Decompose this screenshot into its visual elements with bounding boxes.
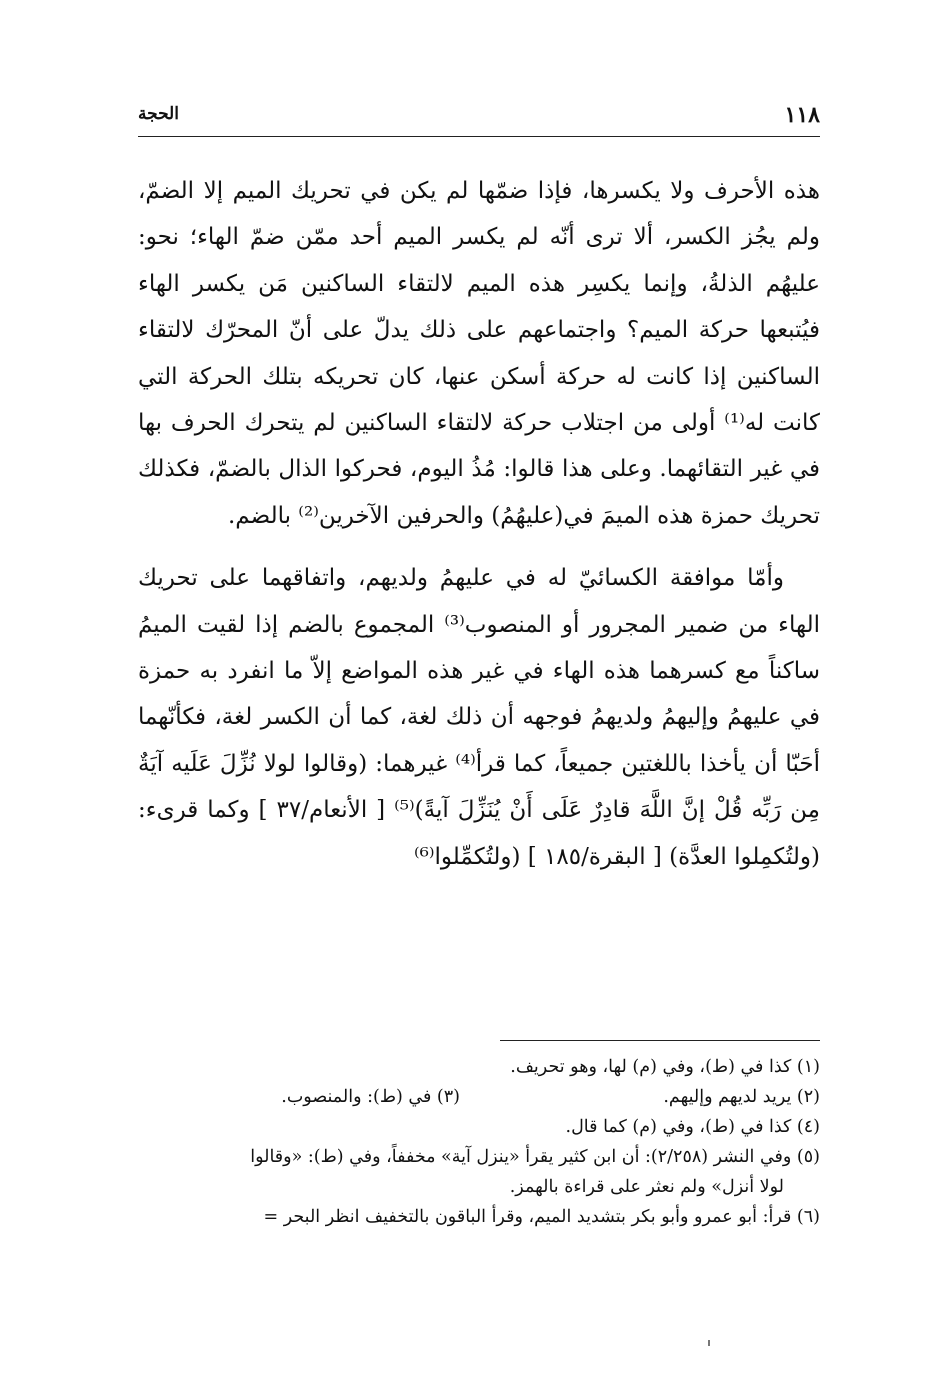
footnotes xyxy=(138,1052,820,1232)
footnote-3: (٣) في (ط): والمنصوب. xyxy=(281,1087,460,1107)
footnote-5-line-1: (٥) وفي النشر (٢/٢٥٨): أن ابن كثير يقرأ «ينزل آية» مخففاً، وفي (ط): «وقالوا xyxy=(250,1147,820,1167)
footnote-1: (١) كذا في (ط)، وفي (م) لها، وهو تحريف. xyxy=(510,1057,820,1077)
footnote-6: (٦) قرأ: أبو عمرو وأبو بكر بتشديد الميم، وقرأ الباقون بالتخفيف انظر البحر = xyxy=(263,1207,820,1227)
footnote-4: (٤) كذا في (ط)، وفي (م) كما قال. xyxy=(565,1117,820,1137)
footnote-5-line-2: لولا أنزل» ولم نعثر على قراءة بالهمز. xyxy=(509,1177,784,1197)
footnote-2: (٢) يريد لديهم وإليهم. xyxy=(663,1087,820,1107)
footnote-row-2-3 xyxy=(138,1082,820,1112)
footnote-divider xyxy=(500,1040,820,1041)
paragraph-2: وأمّا موافقة الكسائيّ له في عليهمُ ولديهم، واتفاقهما على تحريك الهاء من ضمير المجرور أو المنصوب⁽³⁾ المجموع بالضم إذا لقيت الميمُ ساكناً مع كسرهما هذه الهاء في غير هذه المواضع إلاّ ما انفرد به حمزة في عليهمُ وإليهمُ ولديهمُ فوجهه أن ذلك لغة، كما أن الكسر لغة، فكأنّهما أحَبّا أن يأخذا باللغتين جميعاً، كما قرأ⁽⁴⁾ غيرهما: (وقالوا لولا نُزِّلَ عَلَيه آيَةٌ مِن رَبِّه قُلْ إنَّ اللَّهَ قادِرٌ عَلَى أَنْ يُنَزِّلَ آيةً)⁽⁵⁾ [ الأنعام/٣٧ ] وكما قرىء: (ولتُكمِلوا العدَّة) [ البقرة/١٨٥ ] (ولتُكمِّلوا⁽⁶⁾ xyxy=(138,565,820,870)
header-divider xyxy=(138,136,820,137)
main-text xyxy=(138,168,820,880)
running-title: الحجة xyxy=(138,104,179,124)
paragraph-1: هذه الأحرف ولا يكسرها، فإذا ضمّها لم يكن في تحريك الميم إلا الضمّ، ولم يجُز الكسر، ألا ترى أنّه لم يكسر الميم أحد ممّن ضمّ الهاء؛ نحو: عليهُم الذلةُ، وإنما يكسِر هذه الميم لالتقاء الساكنين مَن يكسر الهاء فيُتبعها حركة الميم؟ واجتماعهم على ذلك يدلّ على أنّ المحرّك لالتقاء الساكنين إذا كانت له حركة أسكن عنها، كان تحريكه بتلك الحركة التي كانت له⁽¹⁾ أولى من اجتلاب حركة لالتقاء الساكنين لم يتحرك الحرف بها في غير التقائهما. وعلى هذا قالوا: مُذُ اليوم، فحركوا الذال بالضمّ، فكذلك تحريك حمزة هذه الميمَ في(عليهُمُ) والحرفين الآخرين⁽²⁾ بالضم. xyxy=(138,178,820,529)
page-header xyxy=(138,102,820,134)
scan-mark xyxy=(708,1340,710,1346)
page-number: ١١٨ xyxy=(784,102,820,128)
